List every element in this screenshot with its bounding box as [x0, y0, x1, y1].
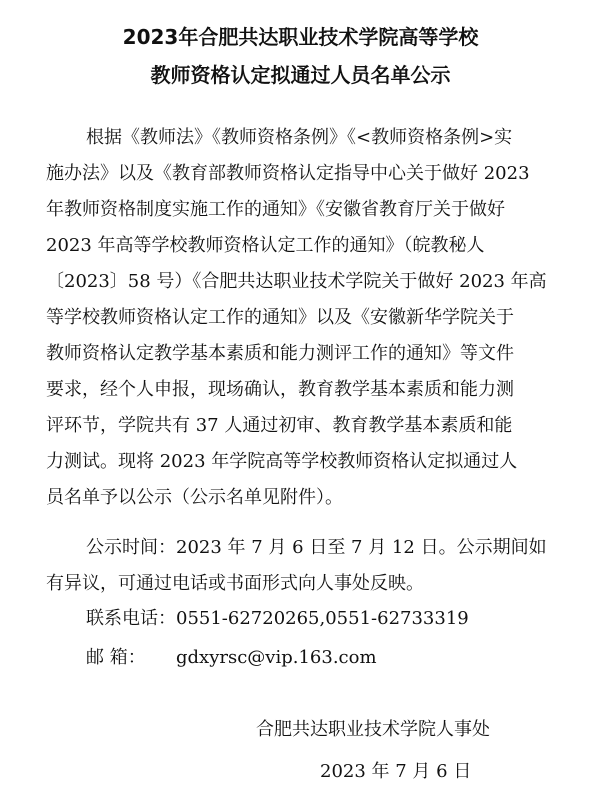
paragraph-line: 力测试。现将 2023 年学院高等学校教师资格认定拟通过人 [46, 451, 518, 472]
paragraph-line: 员名单予以公示（公示名单见附件）。 [46, 487, 343, 508]
paragraph-line: 施办法》以及《教育部教师资格认定指导中心关于做好 2023 [46, 163, 530, 184]
paragraph-line: 〔2023〕58 号）《合肥共达职业技术学院关于做好 2023 年高 [46, 271, 547, 292]
email-address[interactable]: gdxyrsc@vip.163.com [176, 647, 377, 668]
contact-phone: 联系电话：0551-62720265,0551-62733319 [86, 608, 469, 629]
paragraph-line: 公示时间：2023 年 7 月 6 日至 7 月 12 日。公示期间如 [86, 537, 547, 558]
title-line-1: 2023年合肥共达职业技术学院高等学校 [122, 25, 479, 49]
email-label: 邮 箱： [86, 647, 146, 668]
paragraph-line: 年教师资格制度实施工作的通知》《安徽省教育厅关于做好 [46, 199, 505, 220]
paragraph-line: 要求，经个人申报，现场确认，教育教学基本素质和能力测 [46, 379, 514, 400]
paragraph-line: 根据《教师法》《教师资格条例》《<教师资格条例>实 [86, 127, 513, 148]
paragraph-period [46, 530, 556, 602]
paragraph-line: 有异议，可通过电话或书面形式向人事处反映。 [46, 573, 424, 594]
signature-date: 2023 年 7 月 6 日 [320, 761, 472, 782]
paragraph-line: 2023 年高等学校教师资格认定工作的通知》（皖教秘人 [46, 235, 485, 256]
paragraph-basis [46, 120, 556, 516]
paragraph-line: 等学校教师资格认定工作的通知》以及《安徽新华学院关于 [46, 307, 514, 328]
paragraph-line: 评环节，学院共有 37 人通过初审、教育教学基本素质和能 [46, 415, 513, 436]
paragraph-line: 教师资格认定教学基本素质和能力测评工作的通知》等文件 [46, 343, 514, 364]
title-line-2: 教师资格认定拟通过人员名单公示 [150, 63, 451, 87]
signature-org: 合肥共达职业技术学院人事处 [256, 719, 490, 740]
contact-email [86, 646, 377, 670]
